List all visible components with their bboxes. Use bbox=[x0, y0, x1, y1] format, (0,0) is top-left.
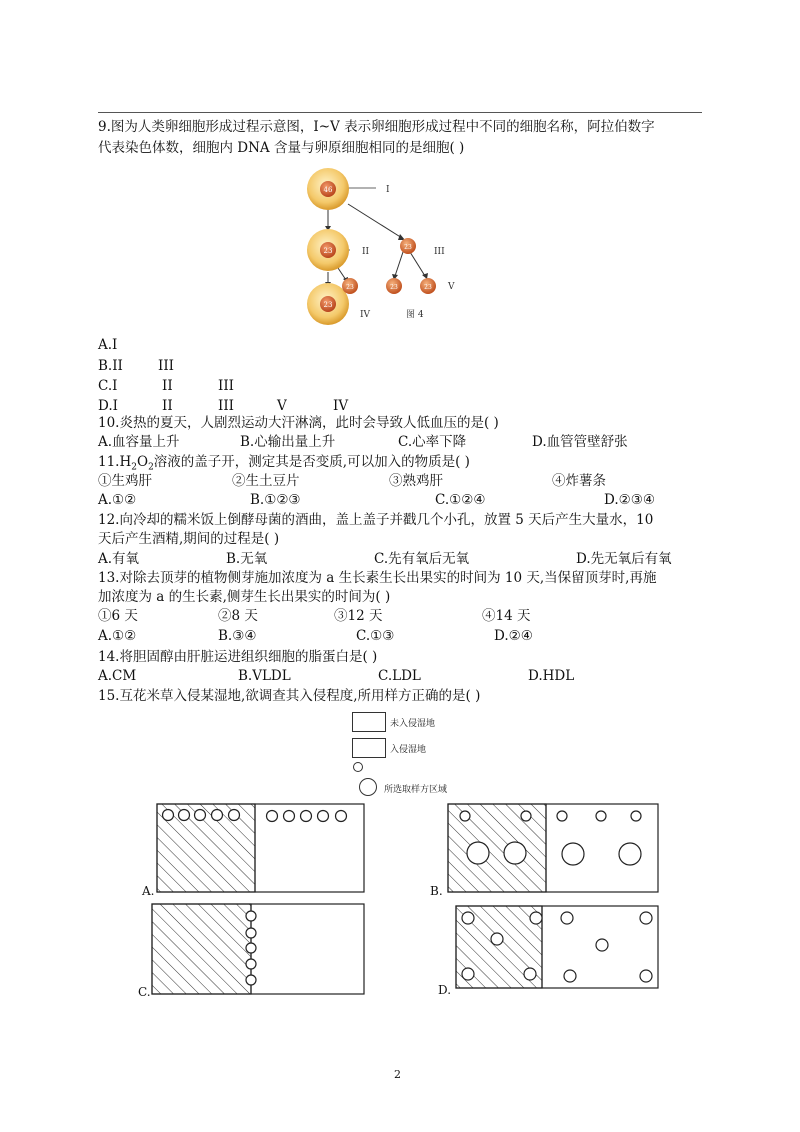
q10-option-b: B.心输出量上升 bbox=[240, 434, 336, 450]
q9-option-c-3: III bbox=[218, 378, 234, 394]
q9-stem-line1: 9.图为人类卵细胞形成过程示意图，I~V 表示卵细胞形成过程中不同的细胞名称，阿拉伯数字 bbox=[98, 119, 655, 135]
q13-stem-line1: 13.对除去顶芽的植物侧芽施加浓度为 a 生长素生长出果实的时间为 10 天,当保留顶芽时,再施 bbox=[98, 570, 657, 586]
q15-quadrat-panels bbox=[130, 798, 680, 1008]
polar-body-2-count: 23 bbox=[346, 284, 354, 291]
panel-b-label: B. bbox=[430, 884, 443, 898]
legend-quadrat-label: 所选取样方区域 bbox=[384, 785, 448, 795]
q10-option-a: A.血容量上升 bbox=[98, 434, 180, 450]
cell-III-chromosome-count: 23 bbox=[404, 244, 412, 251]
panel-d-label: D. bbox=[438, 983, 452, 997]
q9-option-c: C.I bbox=[98, 378, 118, 394]
legend-invaded-label: 入侵湿地 bbox=[390, 745, 427, 755]
q11-option-b: B.①②③ bbox=[250, 492, 301, 508]
q11-item-2: ②生土豆片 bbox=[232, 473, 300, 489]
q11-option-a: A.①② bbox=[98, 492, 137, 508]
q10-stem: 10.炎热的夏天，人剧烈运动大汗淋漓，此时会导致人低血压的是( ) bbox=[98, 415, 499, 431]
q11-item-1: ①生鸡肝 bbox=[98, 473, 152, 489]
q11-item-3: ③熟鸡肝 bbox=[389, 473, 443, 489]
q13-option-c: C.①③ bbox=[356, 628, 395, 644]
q9-option-a: A.I bbox=[98, 337, 118, 353]
q9-option-c-2: II bbox=[162, 378, 173, 394]
q13-item-3: ③12 天 bbox=[334, 608, 383, 624]
q9-stem-line2: 代表染色体数，细胞内 DNA 含量与卵原细胞相同的是细胞( ) bbox=[98, 140, 465, 156]
figure-caption: 图 4 bbox=[406, 310, 424, 320]
q9-option-d-4: V bbox=[277, 398, 287, 414]
label-IV: IV bbox=[360, 310, 371, 320]
q9-option-b-2: III bbox=[158, 358, 174, 374]
q11-option-d: D.②③④ bbox=[604, 492, 655, 508]
cell-I-chromosome-count: 46 bbox=[323, 186, 333, 194]
cell-II-chromosome-count: 23 bbox=[323, 247, 333, 255]
q9-option-d: D.I bbox=[98, 398, 118, 414]
page-number: 2 bbox=[394, 1068, 401, 1081]
legend-large-quadrat bbox=[359, 778, 377, 796]
panel-d bbox=[456, 906, 658, 988]
q10-option-c: C.心率下降 bbox=[398, 434, 467, 450]
panel-a-label: A. bbox=[142, 884, 155, 898]
legend-box-uninvaded bbox=[352, 712, 386, 732]
q13-item-4: ④14 天 bbox=[482, 608, 531, 624]
q9-option-d-3: III bbox=[218, 398, 234, 414]
q12-option-d: D.先无氧后有氧 bbox=[576, 551, 672, 567]
panel-c bbox=[152, 904, 364, 994]
q13-option-b: B.③④ bbox=[218, 628, 257, 644]
q14-option-c: C.LDL bbox=[378, 668, 421, 684]
legend-small-quadrat bbox=[353, 762, 363, 772]
cell-V-count: 23 bbox=[424, 284, 432, 291]
q13-option-d: D.②④ bbox=[494, 628, 533, 644]
q12-stem-line2: 天后产生酒精,期间的过程是( ) bbox=[98, 531, 280, 547]
q14-option-d: D.HDL bbox=[528, 668, 575, 684]
q10-option-d: D.血管管壁舒张 bbox=[532, 434, 628, 450]
label-V: V bbox=[448, 282, 455, 292]
q11-stem: $11.H_2O_2$溶液的盖子开，测定其是否变质,可以加入的物质是( ) bbox=[98, 454, 470, 473]
q12-option-a: A.有氧 bbox=[98, 551, 140, 567]
q14-option-b: B.VLDL bbox=[238, 668, 291, 684]
q9-oogenesis-figure bbox=[290, 168, 490, 328]
legend-box-invaded bbox=[352, 738, 386, 758]
q12-stem-line1: 12.向冷却的糯米饭上倒酵母菌的酒曲，盖上盖子并戳几个小孔，放置 5 天后产生大量水，10 bbox=[98, 512, 654, 528]
q9-option-d-2: II bbox=[162, 398, 173, 414]
q12-option-c: C.先有氧后无氧 bbox=[374, 551, 470, 567]
label-II: II bbox=[362, 247, 370, 257]
label-I: I bbox=[386, 185, 390, 195]
top-rule bbox=[98, 112, 702, 113]
q13-item-2: ②8 天 bbox=[218, 608, 258, 624]
q13-item-1: ①6 天 bbox=[98, 608, 138, 624]
q15-stem: 15.互花米草入侵某湿地,欲调查其入侵程度,所用样方正确的是( ) bbox=[98, 688, 481, 704]
q12-option-b: B.无氧 bbox=[226, 551, 268, 567]
polar-body-3-count: 23 bbox=[390, 284, 398, 291]
q9-option-b: B.II bbox=[98, 358, 123, 374]
panel-a bbox=[157, 804, 364, 892]
q14-stem: 14.将胆固醇由肝脏运进组织细胞的脂蛋白是( ) bbox=[98, 649, 378, 665]
q11-item-4: ④炸薯条 bbox=[552, 473, 606, 489]
q13-stem-line2: 加浓度为 a 的生长素,侧芽生长出果实的时间为( ) bbox=[98, 589, 391, 605]
q14-option-a: A.CM bbox=[98, 668, 137, 684]
q9-option-d-5: IV bbox=[333, 398, 349, 414]
q11-option-c: C.①②④ bbox=[435, 492, 486, 508]
q13-option-a: A.①② bbox=[98, 628, 137, 644]
panel-c-label: C. bbox=[138, 985, 151, 999]
label-III: III bbox=[434, 247, 445, 257]
cell-IV-chromosome-count: 23 bbox=[323, 301, 333, 309]
panel-b bbox=[448, 804, 658, 892]
legend-uninvaded-label: 未入侵湿地 bbox=[390, 719, 436, 729]
